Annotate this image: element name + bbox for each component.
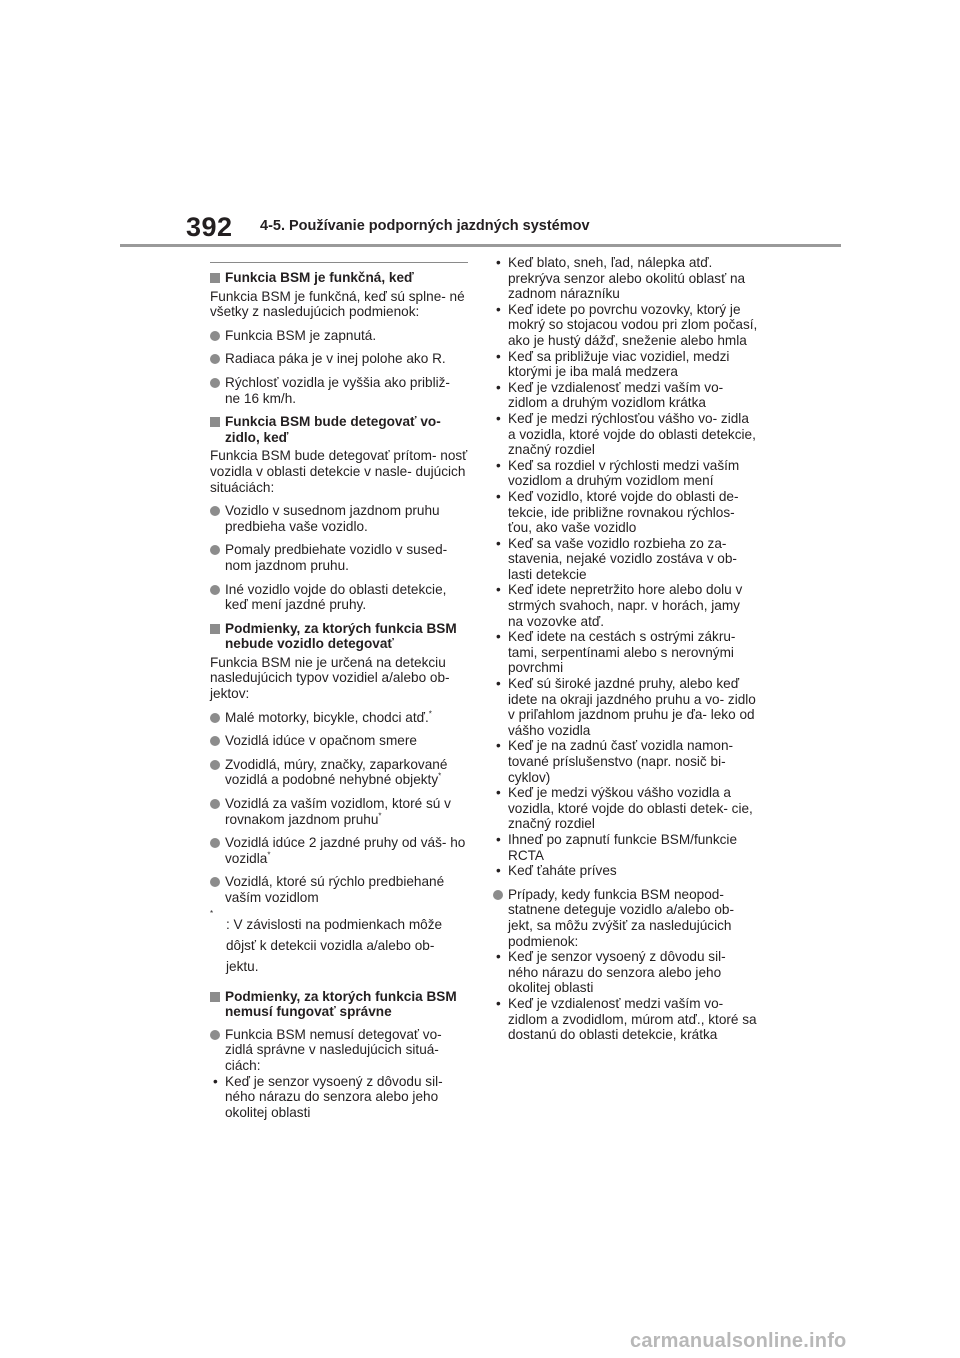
list-item: Vozidlá, ktoré sú rýchlo predbiehané vaším vozidlom: [210, 874, 468, 905]
list-item: Vozidlá idúce 2 jazdné pruhy od váš- ho vozidla*: [210, 835, 468, 866]
circle-bullet-icon: [210, 713, 220, 723]
bullet-dot-icon: •: [496, 379, 501, 395]
circle-bullet-icon: [210, 354, 220, 364]
circle-bullet-icon: [210, 838, 220, 848]
left-column: [210, 262, 468, 1128]
list-item: Radiaca páka je v inej polohe ako R.: [210, 351, 468, 367]
sub-list-item: • Keď je vzdialenosť medzi vaším vo- zidlom a druhým vozidlom krátka: [496, 379, 724, 411]
heading-bsm-detects: Funkcia BSM bude detegovať vo- zidlo, keď: [210, 414, 468, 445]
bullet-dot-icon: •: [496, 348, 501, 364]
sub-list-item: • Keď sa rozdiel v rýchlosti medzi vaším vozidlom a druhým vozidlom mení: [496, 457, 740, 489]
sub-list: [493, 255, 758, 879]
circle-bullet-icon: [210, 736, 220, 746]
bullet-dot-icon: •: [496, 995, 501, 1011]
bullet-dot-icon: •: [496, 410, 501, 426]
list-item: Zvodidlá, múry, značky, zaparkované vozidlá a podobné nehybné objekty*: [210, 757, 468, 788]
watermark: carmanualsonline.info: [630, 1330, 847, 1352]
paragraph: Funkcia BSM je funkčná, keď sú splne- né všetky z nasledujúcich podmienok:: [210, 288, 465, 320]
sub-list-item: • Keď idete na cestách s ostrými zákru- tami, serpentínami alebo s nerovnými povrchmi: [496, 629, 736, 676]
sub-list-item: • Ihneď po zapnutí funkcie BSM/funkcie RCTA: [496, 831, 738, 863]
bullet-dot-icon: •: [496, 255, 501, 270]
circle-bullet-icon: [210, 799, 220, 809]
bullet-dot-icon: •: [496, 488, 501, 504]
footnote: * : V závislosti na podmienkach môže dôjsť k detekcii vozidla a/alebo ob- jektu.: [210, 908, 443, 974]
heading-bsm-malfunction: Podmienky, za ktorých funkcia BSM nemusí fungovať správne: [210, 989, 468, 1020]
list-item: Pomaly predbiehate vozidlo v sused- nom jazdnom pruhu.: [210, 542, 468, 573]
sub-list-item: • Keď sa približuje viac vozidiel, medzi ktorými je iba malá medzera: [496, 348, 730, 380]
list-item: Vozidlá za vaším vozidlom, ktoré sú v rovnakom jazdnom pruhu*: [210, 796, 468, 827]
sub-list: [210, 1074, 468, 1121]
heading-bsm-functional: Funkcia BSM je funkčná, keď: [210, 270, 468, 286]
sub-list-item: • Keď je na zadnú časť vozidla namon- tované príslušenstvo (napr. nosič bi- cyklov): [496, 738, 734, 785]
section-title: 4-5. Používanie podporných jazdných systémov: [260, 218, 590, 234]
square-bullet-icon: [210, 417, 220, 427]
list-item: Iné vozidlo vojde do oblasti detekcie, keď mení jazdné pruhy.: [210, 582, 468, 613]
section-divider: [210, 262, 468, 263]
list-item: Vozidlá idúce v opačnom smere: [210, 733, 468, 749]
header-rule: [120, 244, 841, 247]
footnote-marker: *: [378, 811, 382, 821]
circle-bullet-icon: [210, 545, 220, 555]
circle-bullet-icon: [210, 378, 220, 388]
circle-bullet-icon: [210, 1030, 220, 1040]
bullet-dot-icon: •: [496, 582, 501, 598]
sub-list-item: • Keď je senzor vysoený z dôvodu sil- ného nárazu do senzora alebo jeho okolitej oblasti: [213, 1073, 443, 1120]
circle-bullet-icon: [210, 331, 220, 341]
sub-list-item: • Keď sa vaše vozidlo rozbieha zo za- stavenia, nejaké vozidlo zostáva v ob- lasti detekcie: [496, 535, 737, 582]
circle-bullet-icon: [210, 506, 220, 516]
list-item: Prípady, kedy funkcia BSM neopod- statnene deteguje vozidlo a/alebo ob- jekt, sa môžu zvýšiť za nasledujúcich podmienok:: [493, 887, 758, 949]
bullet-dot-icon: •: [496, 457, 501, 473]
list-item: Rýchlosť vozidla je vyššia ako približ- ne 16 km/h.: [210, 375, 468, 406]
square-bullet-icon: [210, 273, 220, 283]
bullet-dot-icon: •: [496, 863, 501, 879]
sub-list-item: • Keď idete po povrchu vozovky, ktorý je mokrý so stojacou vodou pri zlom počasí, ako je hustý dážď, sneženie alebo hmla: [496, 301, 758, 348]
bullet-dot-icon: •: [496, 785, 501, 801]
list-item: Funkcia BSM je zapnutá.: [210, 328, 468, 344]
bullet-dot-icon: •: [213, 1073, 218, 1089]
circle-bullet-icon: [210, 585, 220, 595]
heading-bsm-not-detect: Podmienky, za ktorých funkcia BSM nebude vozidlo detegovať: [210, 621, 468, 652]
sub-list-item: • Keď blato, sneh, ľad, nálepka atď. prekrýva senzor alebo okolitú oblasť na zadnom nárazníku: [496, 255, 746, 302]
right-column: [493, 255, 758, 1051]
sub-list-item: • Keď je senzor vysoený z dôvodu sil- ného nárazu do senzora alebo jeho okolitej oblasti: [496, 949, 726, 996]
circle-bullet-icon: [210, 877, 220, 887]
bullet-dot-icon: •: [496, 949, 501, 965]
bullet-dot-icon: •: [496, 738, 501, 754]
circle-bullet-icon: [210, 760, 220, 770]
sub-list: [493, 949, 758, 1043]
paragraph: Funkcia BSM nie je určená na detekciu nasledujúcich typov vozidiel a/alebo ob- jektov:: [210, 654, 450, 702]
paragraph: Funkcia BSM bude detegovať prítom- nosť vozidla v oblasti detekcie v nasle- dujúcich situáciách:: [210, 448, 468, 495]
sub-list-item: • Keď idete nepretržito hore alebo dolu v strmých svahoch, napr. v horách, jamy na vozovke atď.: [496, 582, 743, 629]
bullet-dot-icon: •: [496, 676, 501, 692]
bullet-dot-icon: •: [496, 629, 501, 645]
sub-list-item: • Keď je vzdialenosť medzi vaším vo- zidlom a zvodidlom, múrom atď., ktoré sa dostanú do oblasti detekcie, krátka: [496, 995, 757, 1043]
sub-list-item: • Keď je medzi výškou vášho vozidla a vozidla, ktoré vojde do oblasti detek- cie, značný rozdiel: [496, 785, 753, 832]
circle-bullet-icon: [493, 890, 503, 900]
page-number: 392: [186, 212, 233, 242]
footnote-marker: *: [438, 771, 442, 781]
bullet-dot-icon: •: [496, 301, 501, 317]
footnote-marker: *: [428, 709, 432, 719]
bullet-dot-icon: •: [496, 831, 501, 847]
square-bullet-icon: [210, 624, 220, 634]
list-item: Vozidlo v susednom jazdnom pruhu predbieha vaše vozidlo.: [210, 503, 468, 534]
sub-list-item: • Keď sú široké jazdné pruhy, alebo keď idete na okraji jazdného pruhu a vo- zidlo v priľahlom jazdnom pruhu je ďa- leko od vášho vozidla: [496, 676, 756, 738]
footnote-marker: *: [267, 850, 271, 860]
square-bullet-icon: [210, 992, 220, 1002]
sub-list-item: • Keď ťaháte príves: [496, 863, 617, 879]
sub-list-item: • Keď je medzi rýchlosťou vášho vo- zidla a vozidla, ktoré vojde do oblasti detekcie, značný rozdiel: [496, 410, 756, 458]
bullet-dot-icon: •: [496, 535, 501, 551]
sub-list-item: • Keď vozidlo, ktoré vojde do oblasti de- tekcie, ide približne rovnakou rýchlos- ťou, ako vaše vozidlo: [496, 488, 739, 536]
list-item: Funkcia BSM nemusí detegovať vo- zidlá správne v nasledujúcich situá- ciách:: [210, 1027, 468, 1074]
list-item: Malé motorky, bicykle, chodci atď.*: [210, 710, 468, 726]
